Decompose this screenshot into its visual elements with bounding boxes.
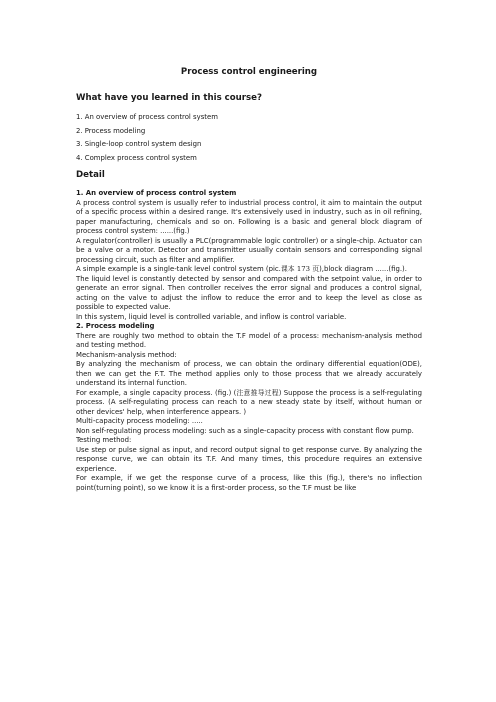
section2-paragraph: Multi-capacity process modeling: ..... <box>76 417 203 425</box>
learned-heading: What have you learned in this course? <box>76 93 262 103</box>
section2-paragraph: Mechanism-analysis method: <box>76 350 177 359</box>
section1-paragraph <box>76 265 422 275</box>
section2-paragraph: Use step or pulse signal as input, and record output signal to get response curve. By analyzing the response curve, we can obtain its T.F. And many times, this procedure requires an extensive experience. <box>76 445 422 473</box>
list-item: 3. Single-loop control system design <box>76 140 202 148</box>
learned-list <box>76 111 218 165</box>
list-item: 2. Process modeling <box>76 126 146 135</box>
section1-paragraph: The liquid level is constantly detected by sensor and compared with the setpoint value, in order to generate an error signal. Then controller receives the error signal and produces a control signal, acting on the valve to adjust the inflow to reduce the error and to keep the level as close as possible to expected value. <box>76 274 422 311</box>
chinese-annotation: 注意推导过程 <box>236 388 279 397</box>
detail-heading: Detail <box>76 170 105 180</box>
list-item: 1. An overview of process control system <box>76 113 218 121</box>
text-run: ),block diagram ......(fig.). <box>319 265 407 273</box>
section1-paragraph: In this system, liquid level is controlled variable, and inflow is control variable. <box>76 312 347 321</box>
section1-paragraph: A process control system is usually refer to industrial process control, it aim to maintain the output of a specific process within a desired range. It's extensively used in industry, such as in oil refining, paper manufacturing, chemicals and so on. Following is a basic and general block diagram of process control system: ......(fig.) <box>76 198 422 235</box>
text-run: A simple example is a single-tank level control system (pic. <box>76 265 281 273</box>
section2-paragraph: By analyzing the mechanism of process, we can obtain the ordinary differential equation(ODE), then we can get the F.T. The method applies only to those process that we already accurately understand its internal function. <box>76 360 422 387</box>
detail-body <box>76 189 422 493</box>
chinese-annotation: 课本 173 页 <box>280 265 320 273</box>
text-run: For example, a single capacity process. (fig.) ( <box>76 388 237 397</box>
document-title: Process control engineering <box>180 67 318 77</box>
section2-paragraph: Testing method: <box>76 436 132 444</box>
list-item: 4. Complex process control system <box>76 153 197 162</box>
section2-heading: 2. Process modeling <box>76 322 155 330</box>
section2-paragraph: Non self-regulating process modeling: such as a single-capacity process with constant flow pump. <box>76 426 414 435</box>
section2-paragraph <box>76 389 422 418</box>
section1-heading: 1. An overview of process control system <box>76 189 237 197</box>
section2-paragraph: For example, if we get the response curve of a process, like this (fig.), there's no inflection point(turning point), so we know it is a first-order process, so the T.F must be like <box>76 474 422 492</box>
text-run: ) Suppose the process is a self-regulating process. (A self-regulating process can reach to a new steady state by itself, without human or other devices' help, when interference appears. ) <box>76 388 422 416</box>
section1-paragraph: A regulator(controller) is usually a PLC(programmable logic controller) or a single-chip. Actuator can be a valve or a motor. Detector and transmitter usually contain sensors and corresponding signal processing circuit, such as filter and amplifier. <box>76 236 422 264</box>
section2-paragraph: There are roughly two method to obtain the T.F model of a process: mechanism-analysis method and testing method. <box>76 331 422 349</box>
